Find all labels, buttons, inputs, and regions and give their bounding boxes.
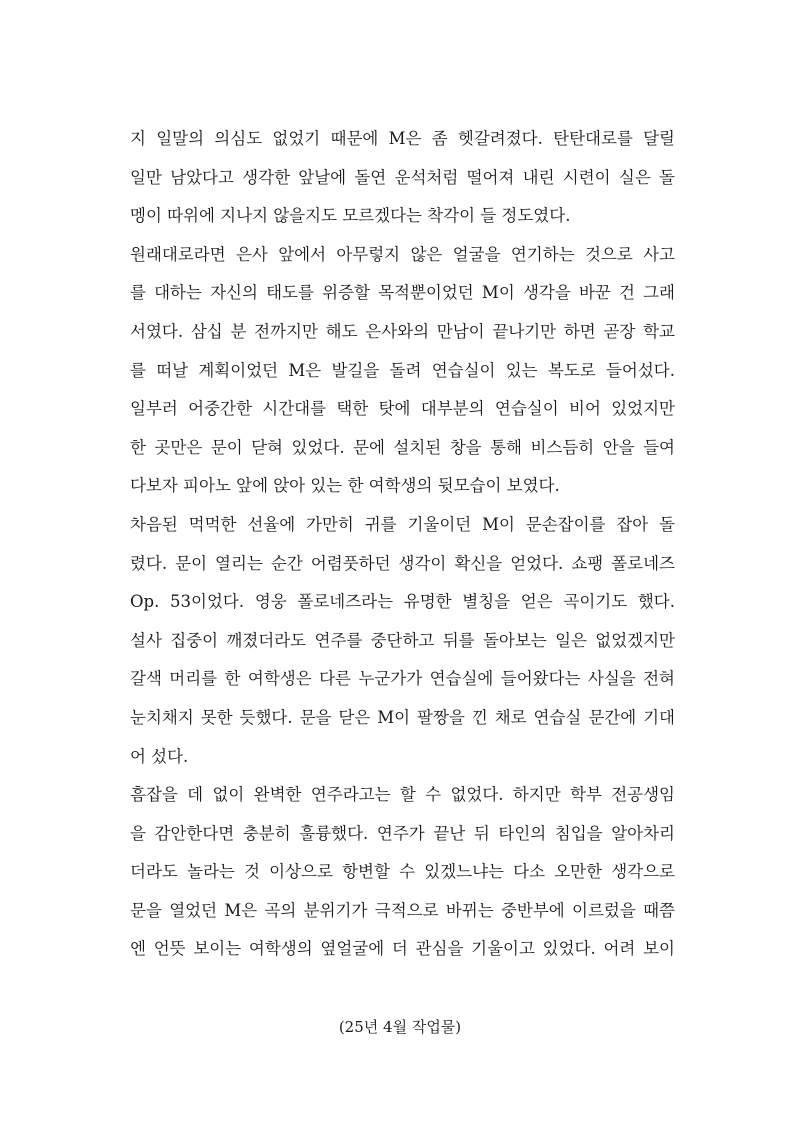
- text-line: 일부러 어중간한 시간대를 택한 탓에 대부분의 연습실이 비어 있었지만: [130, 399, 675, 419]
- body-text: [130, 120, 675, 969]
- text-line: 흠잡을 데 없이 완벽한 연주라고는 할 수 없었다. 하지만 학부 전공생임: [130, 785, 675, 805]
- text-line: 더라도 놀라는 것 이상으로 항변할 수 있겠느냐는 다소 오만한 생각으로: [130, 862, 675, 882]
- page-footer-note: (25년 4월 작업물): [338, 1018, 462, 1036]
- text-line: 원래대로라면 은사 앞에서 아무렇지 않은 얼굴을 연기하는 것으로 사고: [130, 244, 675, 264]
- text-line: 를 떠날 계획이었던 M은 발길을 돌려 연습실이 있는 복도로 들어섰다.: [130, 360, 675, 380]
- text-line: 을 감안한다면 충분히 훌륭했다. 연주가 끝난 뒤 타인의 침입을 알아차리: [130, 823, 675, 843]
- text-line: 차음된 먹먹한 선율에 가만히 귀를 기울이던 M이 문손잡이를 잡아 돌: [130, 514, 675, 534]
- text-line: 렸다. 문이 열리는 순간 어렴풋하던 생각이 확신을 얻었다. 쇼팽 폴로네즈: [130, 553, 675, 573]
- text-line: 한 곳만은 문이 닫혀 있었다. 문에 설치된 창을 통해 비스듬히 안을 들여: [130, 437, 675, 457]
- text-line: 멩이 따위에 지나지 않을지도 모르겠다는 착각이 들 정도였다.: [130, 206, 571, 226]
- text-line: Op. 53이었다. 영웅 폴로네즈라는 유명한 별칭을 얻은 곡이기도 했다.: [130, 592, 675, 612]
- text-line: 서였다. 삼십 분 전까지만 해도 은사와의 만남이 끝나기만 하면 곧장 학교: [130, 321, 675, 341]
- text-line: 눈치채지 못한 듯했다. 문을 닫은 M이 팔짱을 낀 채로 연습실 문간에 기대: [130, 707, 675, 727]
- text-line: 어 섰다.: [130, 746, 189, 766]
- text-line: 를 대하는 자신의 태도를 위증할 목적뿐이었던 M이 생각을 바꾼 건 그래: [130, 283, 675, 303]
- text-line: 일만 남았다고 생각한 앞날에 돌연 운석처럼 떨어져 내린 시련이 실은 돌: [130, 167, 675, 187]
- text-line: 문을 열었던 M은 곡의 분위기가 극적으로 바뀌는 중반부에 이르렀을 때쯤: [130, 900, 675, 920]
- text-line: 지 일말의 의심도 없었기 때문에 M은 좀 헷갈려졌다. 탄탄대로를 달릴: [130, 129, 675, 148]
- text-line: 갈색 머리를 한 여학생은 다른 누군가가 연습실에 들어왔다는 사실을 전혀: [130, 669, 675, 689]
- text-line: 엔 언뜻 보이는 여학생의 옆얼굴에 더 관심을 기울이고 있었다. 어려 보이: [130, 939, 675, 959]
- text-line: 설사 집중이 깨졌더라도 연주를 중단하고 뒤를 돌아보는 일은 없었겠지만: [130, 630, 675, 650]
- text-line: 다보자 피아노 앞에 앉아 있는 한 여학생의 뒷모습이 보였다.: [130, 476, 560, 496]
